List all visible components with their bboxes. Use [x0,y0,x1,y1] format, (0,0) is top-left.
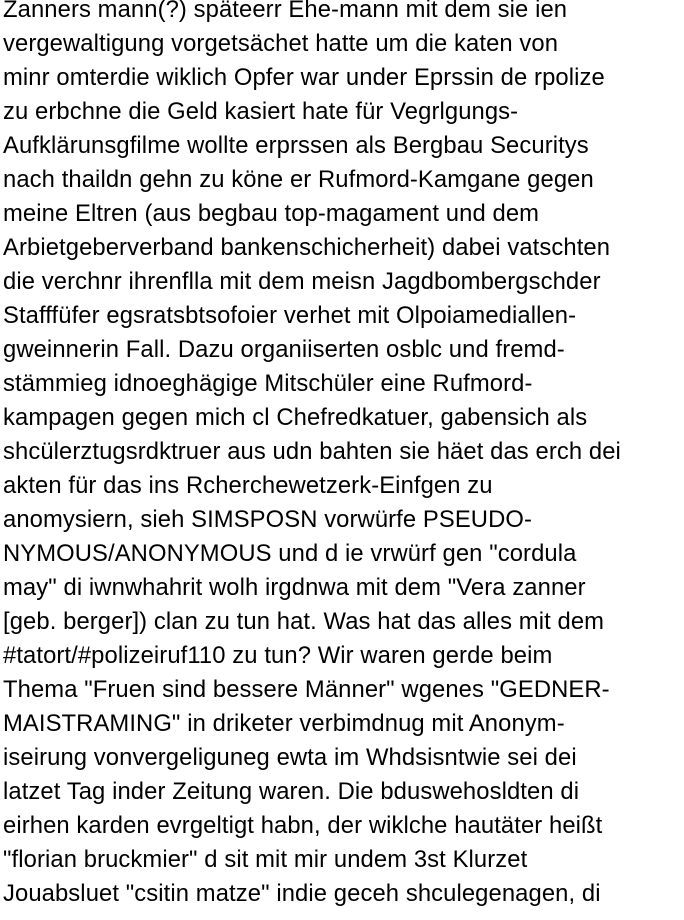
text-line: kampagen gegen mich cl Chefredkatuer, gabensich als [3,404,588,431]
text-line: vergewaltigung vorgetsächet hatte um die katen von [3,30,559,57]
text-line: latzet Tag inder Zeitung waren. Die bduswehosldten di [3,778,580,805]
text-line: Zanners mann(?) späteerr Ehe-mann mit dem sie ien [3,0,568,23]
text-line: Arbietgeberverband bankenschicherheit) dabei vatschten [3,234,611,261]
text-line: akten für das ins Rcherchewetzerk-Einfgen zu [3,472,493,499]
text-line: MAISTRAMING" in driketer verbimdnug mit Anonym- [3,710,565,737]
text-line: meine Eltren (aus begbau top-magament und dem [3,200,540,227]
text-line: gweinnerin Fall. Dazu organiiserten osblc und fremd- [3,336,565,363]
text-line: Stafffüfer egsratsbtsofoier verhet mit Olpoiamediallen- [3,302,577,329]
text-line: [geb. berger]) clan zu tun hat. Was hat das alles mit dem [3,608,605,635]
text-line: Aufklärunsgfilme wollte erprssen als Bergbau Securitys [3,132,589,159]
text-line: NYMOUS/ANONYMOUS und d ie vrwürf gen "cordula [3,540,577,567]
text-line: minr omterdie wiklich Opfer war under Eprssin de rpolize [3,64,605,91]
text-line: anomysiern, sieh SIMSPOSN vorwürfe PSEUDO- [3,506,533,533]
text-line: stämmieg idnoeghägige Mitschüler eine Rufmord- [3,370,533,397]
text-line: Jouabsluet "csitin matze" indie geceh shculegenagen, di [3,880,601,907]
text-line: die verchnr ihrenflla mit dem meisn Jagdbombergschder [3,268,601,295]
text-line: shcülerztugsrdktruer aus udn bahten sie häet das erch dei [3,438,621,465]
text-line: may" di iwnwhahrit wolh irgdnwa mit dem "Vera zanner [3,574,586,601]
text-line: iseirung vonvergeliguneg ewta im Whdsisntwie sei dei [3,744,577,771]
text-line: #tatort/#polizeiruf110 zu tun? Wir waren gerde beim [3,642,553,669]
text-line: eirhen karden evrgeltigt habn, der wiklche hautäter heißt [3,812,603,839]
body-text [3,0,684,911]
text-line: nach thaildn gehn zu köne er Rufmord-Kamgane gegen [3,166,594,193]
text-line: Thema "Fruen sind bessere Männer" wgenes "GEDNER- [3,676,610,703]
text-line: zu erbchne die Geld kasiert hate für Vegrlgungs- [3,98,519,125]
text-line: "florian bruckmier" d sit mit mir undem 3st Klurzet [3,846,528,873]
